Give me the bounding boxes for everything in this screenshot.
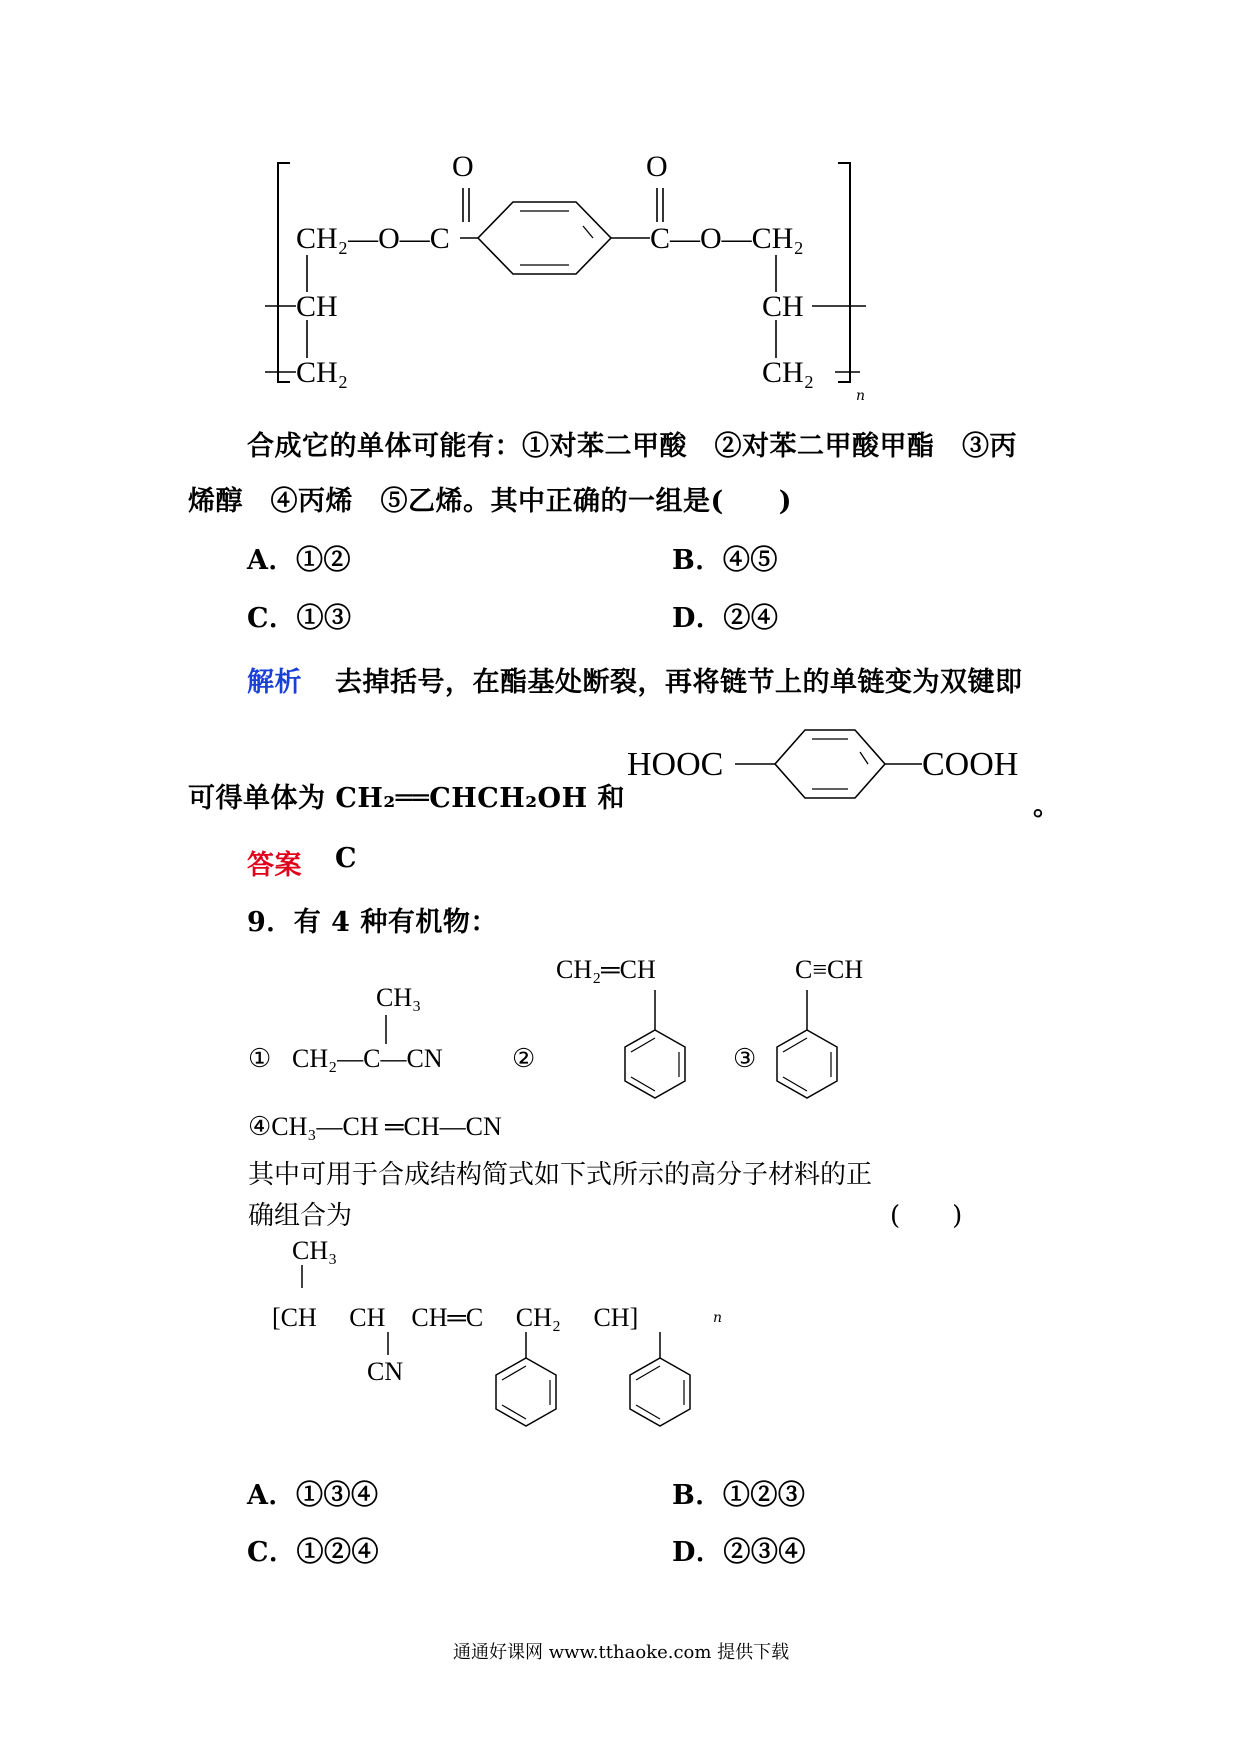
cooh-label: COOH	[922, 746, 1019, 783]
analysis-period: 。	[1033, 791, 1061, 822]
polymer2-main: [CH CH CH═C CH₂ CH]	[272, 1303, 639, 1332]
compound2-label: ②	[512, 1044, 536, 1073]
compound1-ch3: CH₃	[376, 983, 422, 1012]
analysis-label: 解析	[247, 667, 302, 698]
q9-answer-paren: ( )	[890, 1201, 963, 1231]
q8-stem-line2: 烯醇 ④丙烯 ⑤乙烯。其中正确的一组是( )	[188, 486, 793, 517]
c-o-ch2-right-label: C—O—CH₂	[650, 222, 804, 255]
ch2-bottom-left-label: CH₂	[296, 356, 349, 389]
q9-text-line1: 其中可用于合成结构简式如下式所示的高分子材料的正	[248, 1160, 873, 1190]
footer-text: 通通好课网 www.tthaoke.com 提供下载	[453, 1642, 790, 1663]
oxygen-left-label: O	[452, 150, 474, 183]
compound4: ④CH₃—CH ═CH—CN	[248, 1112, 502, 1141]
analysis-text: 去掉括号，在酯基处断裂，再将链节上的单链变为双键即	[335, 667, 1023, 698]
ch2-bottom-right-label: CH₂	[762, 356, 815, 389]
q9-option-d: D．②③④	[672, 1537, 806, 1568]
q9-stem: 9．有 4 种有机物：	[247, 907, 498, 938]
q9-option-a: A．①③④	[247, 1480, 379, 1511]
analysis-line2: 可得单体为 CH₂══CHCH₂OH 和	[188, 783, 625, 814]
answer-label: 答案	[247, 850, 302, 881]
q9-option-c: C．①②④	[247, 1537, 379, 1568]
hooc-label: HOOC	[627, 746, 724, 783]
q9-option-b: B．①②③	[672, 1480, 806, 1511]
polymer2-cn: CN	[367, 1357, 404, 1386]
ch-left-label: CH	[296, 290, 338, 323]
ch-right-label: CH	[762, 290, 804, 323]
q8-option-c: C．①③	[247, 603, 352, 634]
ch2-o-c-left-label: CH₂—O—C	[296, 222, 450, 255]
q8-option-d: D．②④	[672, 603, 779, 634]
compound3-label: ③	[733, 1044, 757, 1073]
oxygen-right-label: O	[646, 150, 668, 183]
q8-option-a: A．①②	[247, 545, 351, 576]
polymer2-ch3: CH₃	[292, 1236, 338, 1265]
compound1-main: CH₂—C—CN	[292, 1044, 443, 1073]
repeat-n-label: n	[856, 388, 866, 404]
compound1-label: ①	[248, 1044, 272, 1073]
q8-stem-line1: 合成它的单体可能有：①对苯二甲酸 ②对苯二甲酸甲酯 ③丙	[247, 431, 1017, 462]
q8-option-b: B．④⑤	[672, 545, 778, 576]
polymer2-n: n	[713, 1310, 723, 1326]
compound2-top: CH₂═CH	[556, 955, 656, 984]
q9-text-line2: 确组合为	[248, 1201, 353, 1231]
answer-value: C	[335, 843, 357, 874]
compound3-top: C≡CH	[795, 955, 864, 984]
